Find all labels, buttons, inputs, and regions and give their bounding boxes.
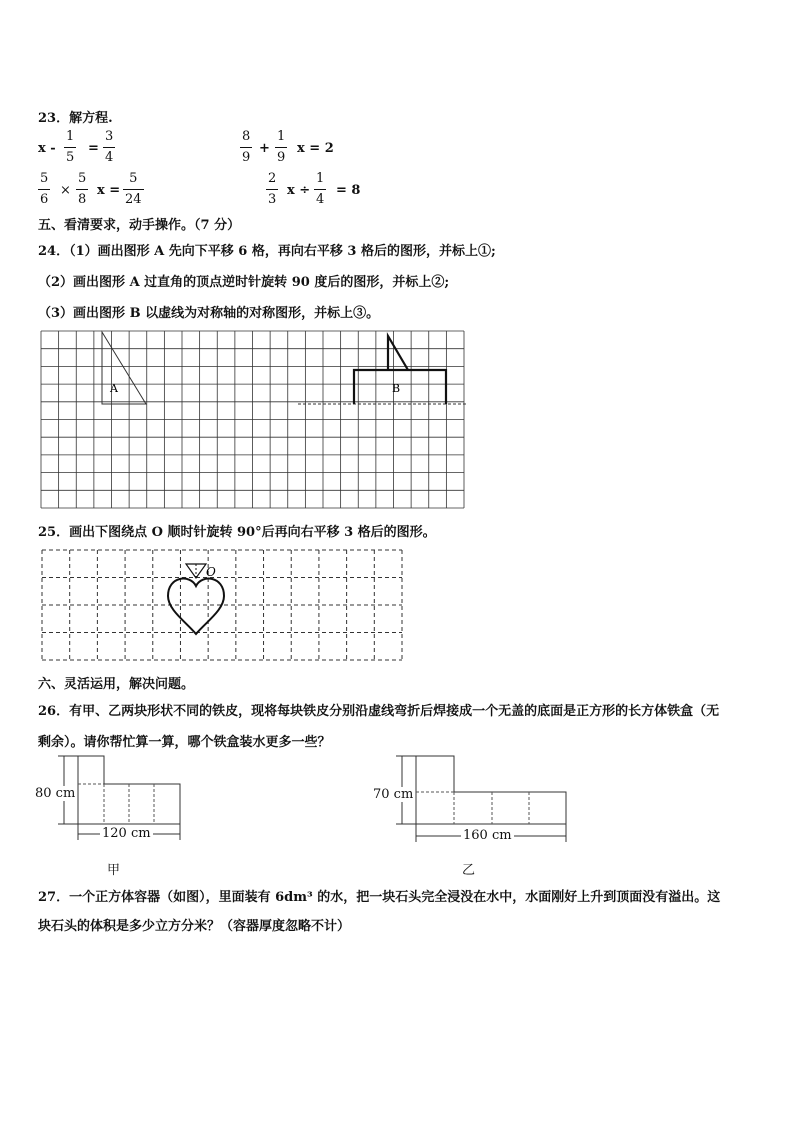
q27-line-1: 27．一个正方体容器（如图），里面装有 6dm³ 的水，把一块石头完全浸没在水中，水面刚好上升到顶面没有溢出。这 xyxy=(38,890,721,905)
q24-grid-figure xyxy=(40,330,466,510)
eq4-fraction-1: 2 3 xyxy=(268,171,277,207)
eq4-tail: = 8 xyxy=(336,183,361,198)
q25-text: 25．画出下图绕点 O 顺时针旋转 90°后再向右平移 3 格后的图形。 xyxy=(38,525,436,540)
q24-line-1: 24．（1）画出图形 A 先向下平移 6 格，再向右平移 3 格后的图形，并标上①; xyxy=(38,244,496,259)
net-yi-name: 乙 xyxy=(462,863,476,878)
shape-a-label: A xyxy=(110,382,118,395)
heart-shape xyxy=(168,579,224,634)
point-o-label: O xyxy=(206,565,216,579)
q24-line-3: （3）画出图形 B 以虚线为对称轴的对称图形，并标上③。 xyxy=(38,306,380,321)
shape-a-triangle xyxy=(102,332,146,404)
section-6-heading: 六、灵活运用，解决问题。 xyxy=(38,677,195,692)
eq3-fraction-1: 5 6 xyxy=(40,171,49,207)
q26-line-2: 剩余）。请你帮忙算一算，哪个铁盒装水更多一些？ xyxy=(38,735,331,750)
eq4-mid: x ÷ xyxy=(287,183,311,198)
eq2-fraction-1: 8 9 xyxy=(242,129,251,165)
q24-line-2: （2）画出图形 A 过直角的顶点逆时针旋转 90 度后的图形，并标上②; xyxy=(38,275,450,290)
eq1-fraction-2: 3 4 xyxy=(105,129,114,165)
eq3-fraction-2: 5 8 xyxy=(78,171,87,207)
eq2-plus: + xyxy=(259,141,270,156)
section-5-heading: 五、看清要求，动手操作。（7 分） xyxy=(38,218,241,233)
q25-dashed-grid-figure xyxy=(40,548,404,662)
q27-line-2: 块石头的体积是多少立方分米？（容器厚度忽略不计） xyxy=(38,919,351,934)
q26-line-1: 26．有甲、乙两块形状不同的铁皮，现将每块铁皮分别沿虚线弯折后焊接成一个无盖的底面是正方形的长方体铁盒（无 xyxy=(38,704,720,719)
net-jia-height-label: 80 cm xyxy=(35,786,76,801)
eq1-lead: x - xyxy=(38,141,56,156)
q23-title: 23．解方程. xyxy=(38,111,113,126)
rotation-point-triangle xyxy=(186,564,206,578)
eq3-times: × xyxy=(60,183,71,198)
net-jia-name: 甲 xyxy=(107,863,121,878)
eq2-tail: x = 2 xyxy=(297,141,334,156)
eq3-fraction-3: 5 24 xyxy=(125,171,142,207)
net-yi-width-label: 160 cm xyxy=(463,828,512,843)
eq2-fraction-2: 1 9 xyxy=(277,129,286,165)
eq1-fraction-1: 1 5 xyxy=(66,129,75,165)
shape-b-label: B xyxy=(392,382,401,395)
eq3-mid: x = xyxy=(97,183,121,198)
net-yi-height-label: 70 cm xyxy=(373,787,414,802)
shape-b-triangle xyxy=(388,336,408,370)
eq4-fraction-2: 1 4 xyxy=(316,171,325,207)
eq1-equals: = xyxy=(88,141,99,156)
net-jia-width-label: 120 cm xyxy=(102,826,151,841)
